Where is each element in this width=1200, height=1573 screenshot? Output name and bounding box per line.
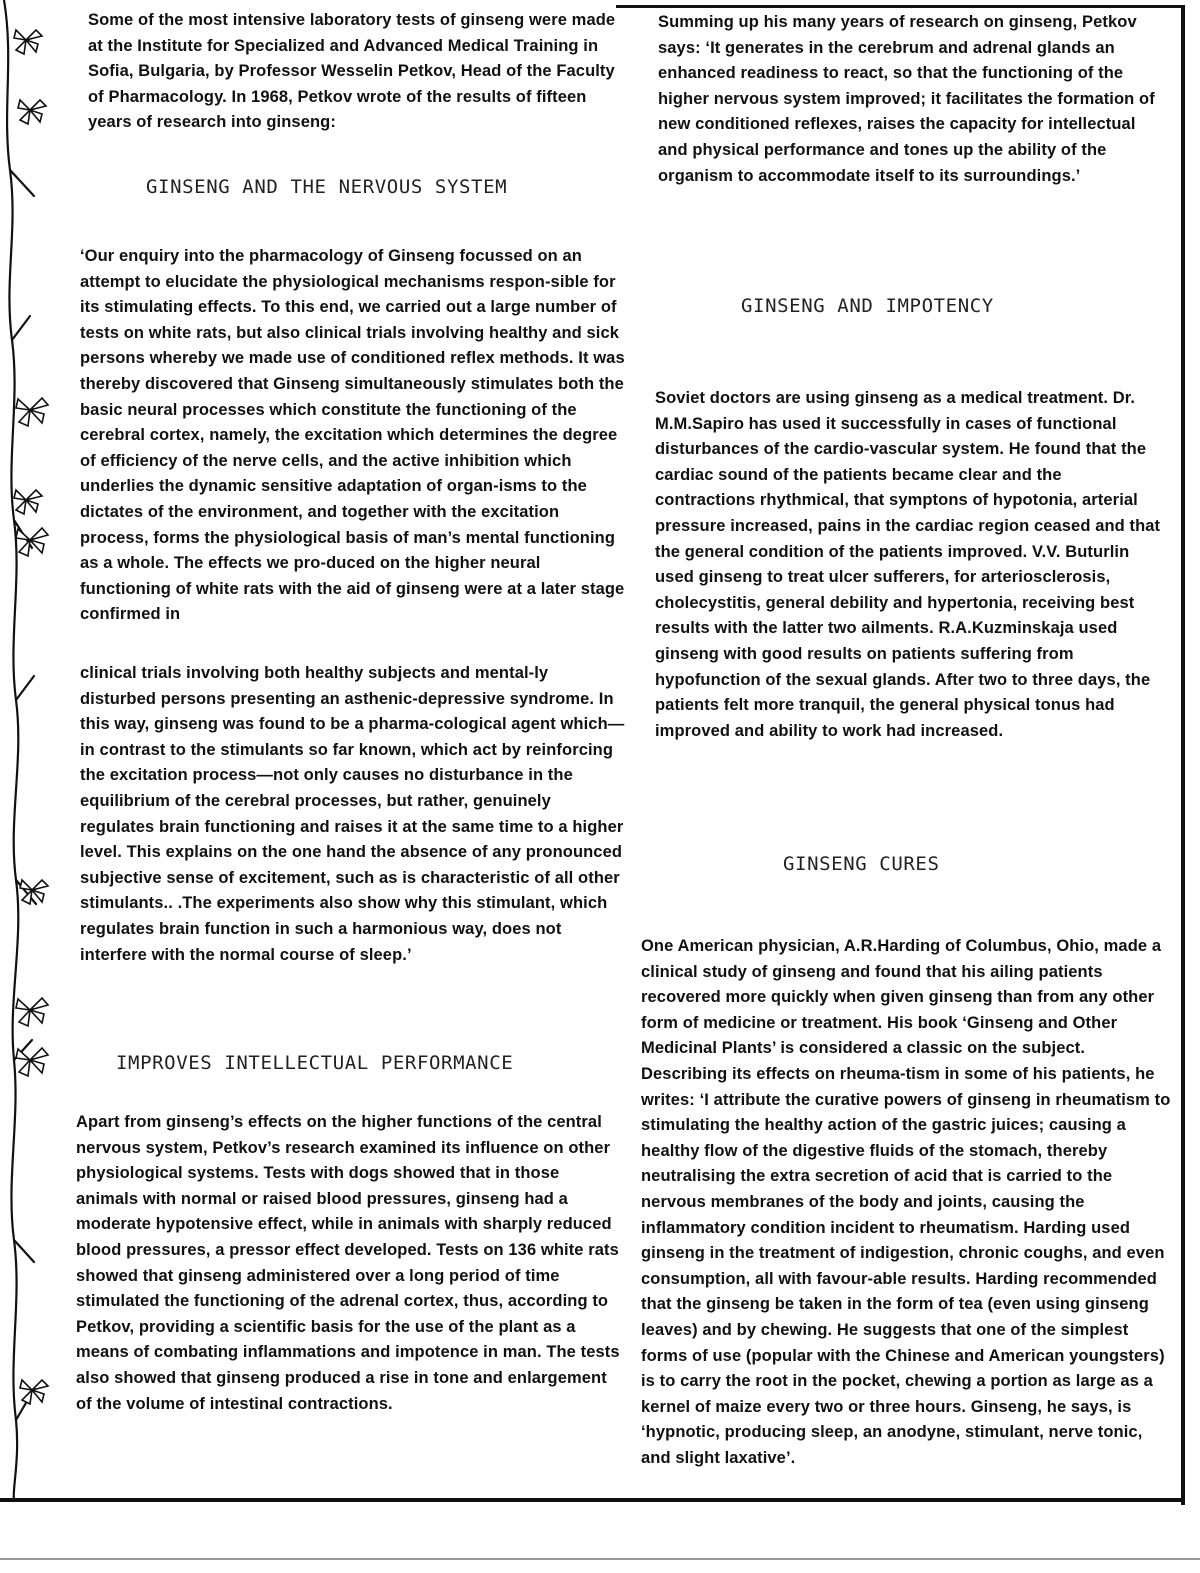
- petkov-quote-part1: [80, 244, 625, 628]
- intro-text: Some of the most intensive laboratory tests of ginseng were made at the Institute for Specialized and Advanced Medical Training in Sofia, Bulgaria, by Professor Wesselin Petkov, Head of the Faculty of Pharmacology. In 1968, Petkov wrote of the results of fifteen years of research into ginseng:: [88, 11, 616, 132]
- frame-bottom-border: [0, 1498, 1185, 1502]
- ginseng-vine-illustration: [0, 0, 52, 1500]
- soviet-doctors-text: Soviet doctors are using ginseng as a medical treatment. Dr. M.M.Sapiro has used it successfully in cases of functional disturbances of the cardio-vascular system. He found that the cardiac sound of the patients became clear and the contractions rhythmical, that symptons of hypotonia, arterial pressure increased, pains in the cardiac region ceased and that the general condition of the patients improved. V.V. Buturlin used ginseng to treat ulcer sufferers, for arteriosclerosis, cholecystitis, general debility and hypertonia, receiving best results with the latter two ailments. R.A.Kuzminskaja used ginseng with good results on patients suffering from hypofunction of the sexual glands. After two to three days, the patients felt more tranquil, the general physical tonus had improved and ability to work had increased.: [655, 389, 1161, 740]
- intro-paragraph: [88, 8, 618, 136]
- ginseng-cures-text: One American physician, A.R.Harding of Columbus, Ohio, made a clinical study of ginseng and found that his ailing patients recovered more quickly when given ginseng than from any other form of medicine or treatment. His book ‘Ginseng and Other Medicinal Plants’ is considered a classic on the subject. Describing its effects on rheuma-tism in some of his patients, he writes: ‘I attribute the curative powers of ginseng in rheumatism to stimulating the healthy action of the gastric juices; causing a healthy flow of the digestive fluids of the stomach, thereby neutralising the extra secretion of acid that is carried to the nervous membranes of the body and joints, causing the inflammatory condition incident to rheumatism. Harding used ginseng in the treatment of indigestion, chronic coughs, and even consumption, all with favour-able results. Harding recommended that the ginseng be taken in the form of tea (even using ginseng leaves) and by chewing. He suggests that one of the simplest forms of use (popular with the Chinese and American youngsters) is to carry the root in the pocket, chewing a portion as large as a kernel of maize every two or three hours. Ginseng, he says, is ‘hypnotic, producing sleep, an anodyne, stimulant, nerve tonic, and slight laxative’.: [641, 937, 1171, 1467]
- ginseng-cures-paragraph: [641, 934, 1171, 1471]
- heading-impotency: GINSENG AND IMPOTENCY: [741, 295, 994, 317]
- petkov-summary-paragraph: [658, 10, 1158, 189]
- soviet-doctors-paragraph: [655, 386, 1165, 744]
- heading-intellectual-performance: IMPROVES INTELLECTUAL PERFORMANCE: [116, 1052, 514, 1074]
- heading-ginseng-cures: GINSENG CURES: [783, 853, 940, 875]
- quote-part2-text: clinical trials involving both healthy subjects and mental-ly disturbed persons presenting an asthenic-depressive syndrome. In this way, ginseng was found to be a pharma-cological agent which—in contrast to the stimulants so far known, which act by reinforcing the excitation process—not only causes no disturbance in the equilibrium of the cerebral processes, but rather, genuinely regulates brain functioning and raises it at the same time to a higher level. This explains on the one hand the absence of any pronounced subjective sense of excitement, such as is characteristic of all other stimulants.. .The experiments also show why this stimulant, which regulates brain function in such a harmonious way, does not interfere with the normal course of sleep.’: [80, 664, 625, 964]
- intellectual-performance-paragraph: [76, 1110, 621, 1417]
- intellectual-performance-text: Apart from ginseng’s effects on the higher functions of the central nervous system, Petkov’s research examined its influence on other physiological systems. Tests with dogs showed that in those animals with normal or raised blood pressures, ginseng had a moderate hypotensive effect, while in animals with sharply reduced blood pressures, a pressor effect developed. Tests on 136 white rats showed that ginseng administered over a long period of time stimulated the functioning of the adrenal cortex, thus, according to Petkov, providing a scientific basis for the use of the plant as a means of combating inflammations and impotence in man. The tests also showed that ginseng produced a rise in tone and enlargement of the volume of intestinal contractions.: [76, 1113, 620, 1413]
- frame-top-border: [616, 5, 1184, 8]
- heading-nervous-system: GINSENG AND THE NERVOUS SYSTEM: [146, 176, 508, 198]
- quote-part1-text: ‘Our enquiry into the pharmacology of Ginseng focussed on an attempt to elucidate the physiological mechanisms respon-sible for its stimulating effects. To this end, we carried out a large number of tests on white rats, but also clinical trials involving healthy and sick persons whereby we made use of conditioned reflex methods. It was thereby discovered that Ginseng simultaneously stimulates both the basic neural processes which constitute the functioning of the cerebral cortex, namely, the excitation which determines the degree of efficiency of the nerve cells, and the active inhibition which underlies the dynamic sensitive adaptation of organ-isms to the dictates of the environment, and together with the excitation process, forms the physiological basis of man’s mental functioning as a whole. The effects we pro-duced on the higher neural functioning of white rats with the aid of ginseng were at a later stage confirmed in: [80, 247, 625, 624]
- frame-right-border: [1181, 5, 1185, 1505]
- scan-edge-line: [0, 1558, 1200, 1560]
- summary-text: Summing up his many years of research on ginseng, Petkov says: ‘It generates in the cerebrum and adrenal glands an enhanced readiness to react, so that the functioning of the higher nervous system improved; it facilitates the formation of new conditioned reflexes, raises the capacity for intellectual and physical performance and tones up the ability of the organism to accommodate itself to its surroundings.’: [658, 13, 1155, 185]
- petkov-quote-part2: [80, 661, 625, 968]
